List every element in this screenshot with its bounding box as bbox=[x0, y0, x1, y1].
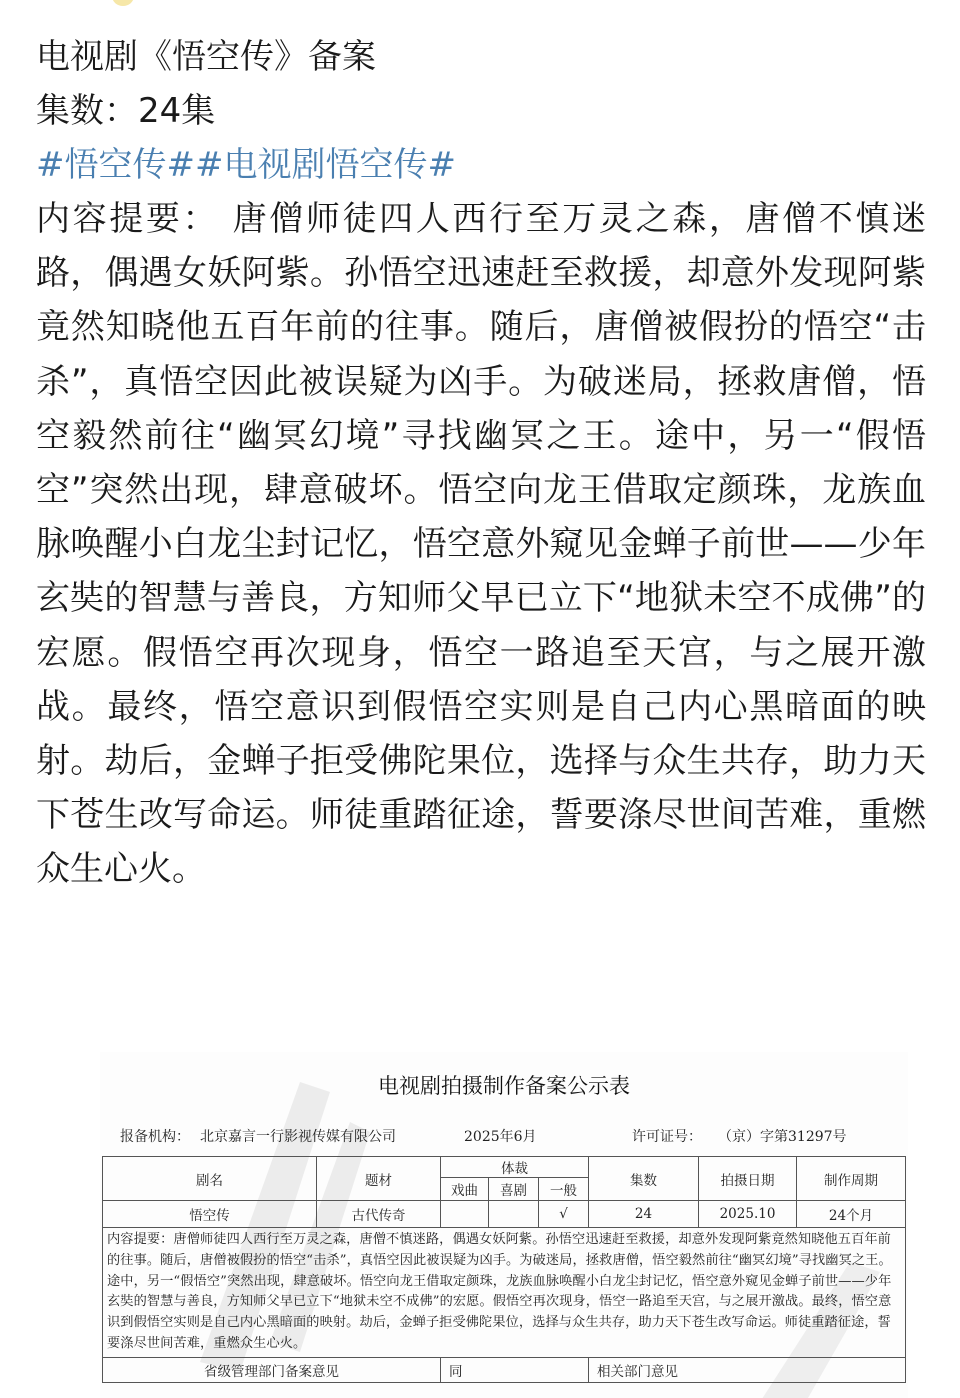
cell-genre-comedy bbox=[489, 1201, 539, 1228]
header-period: 制作周期 bbox=[797, 1157, 906, 1201]
header-genre-drama: 戏曲 bbox=[441, 1178, 489, 1201]
cell-subject: 古代传奇 bbox=[317, 1201, 441, 1228]
filer-label: 报备机构： bbox=[120, 1129, 190, 1145]
header-genre: 体裁 bbox=[441, 1157, 589, 1178]
post-content bbox=[36, 30, 926, 897]
cell-period: 24个月 bbox=[797, 1201, 906, 1228]
summary-text: 内容提要： 唐僧师徒四人西行至万灵之森，唐僧不慎迷路，偶遇女妖阿紫。孙悟空迅速赶至救援，却意外发现阿紫竟然知晓他五百年前的往事。随后，唐僧被假扮的悟空“击杀”，真悟空因此被误疑为凶手。为破迷局，拯救唐僧，悟空毅然前往“幽冥幻境”寻找幽冥之王。途中，另一“假悟空”突然出现，肆意破坏。悟空向龙王借取定颜珠，龙族血脉唤醒小白龙尘封记忆，悟空意外窥见金蝉子前世——少年玄奘的智慧与善良，方知师父早已立下“地狱未空不成佛”的宏愿。假悟空再次现身，悟空一路追至天宫，与之展开激战。最终，悟空意识到假悟空实则是自己内心黑暗面的映射。劫后，金蝉子拒受佛陀果位，选择与众生共存，助力天下苍生改写命运。师徒重踏征途，誓要涤尽世间苦难，重燃众生心火。 bbox=[36, 199, 926, 890]
footer-provincial-opinion: 省级管理部门备案意见 bbox=[103, 1357, 441, 1382]
filing-date: 2025年6月 bbox=[464, 1129, 537, 1145]
cell-shoot-date: 2025.10 bbox=[699, 1201, 797, 1228]
header-name: 剧名 bbox=[103, 1157, 317, 1201]
episode-count: 集数：24集 bbox=[36, 91, 216, 131]
header-genre-general: 一般 bbox=[539, 1178, 589, 1201]
header-subject: 题材 bbox=[317, 1157, 441, 1201]
cell-genre-general: √ bbox=[539, 1201, 589, 1228]
filer-value: 北京嘉言一行影视传媒有限公司 bbox=[200, 1129, 396, 1145]
license-value: （京）字第31297号 bbox=[718, 1129, 847, 1145]
hashtag-link[interactable]: #悟空传##电视剧悟空传# bbox=[36, 145, 456, 185]
cell-episodes: 24 bbox=[589, 1201, 699, 1228]
footer-related-opinion: 相关部门意见 bbox=[589, 1357, 906, 1382]
header-shoot-date: 拍摄日期 bbox=[699, 1157, 797, 1201]
footer-agree: 同 bbox=[441, 1357, 589, 1382]
post-title: 电视剧《悟空传》备案 bbox=[36, 37, 376, 77]
cell-name: 悟空传 bbox=[103, 1201, 317, 1228]
header-episodes: 集数 bbox=[589, 1157, 699, 1201]
cell-genre-drama bbox=[441, 1201, 489, 1228]
record-table bbox=[102, 1156, 906, 1383]
document-title: 电视剧拍摄制作备案公示表 bbox=[378, 1074, 630, 1098]
attached-image[interactable] bbox=[100, 1052, 908, 1398]
license-label: 许可证号： bbox=[632, 1129, 702, 1145]
document-summary: 内容提要：唐僧师徒四人西行至万灵之森，唐僧不慎迷路，偶遇女妖阿紫。孙悟空迅速赶至救援，却意外发现阿紫竟然知晓他五百年前的往事。随后，唐僧被假扮的悟空“击杀”，真悟空因此被误疑为凶手。为破迷局，拯救唐僧，悟空毅然前往“幽冥幻境”寻找幽冥之王。途中，另一“假悟空”突然出现，肆意破坏。悟空向龙王借取定颜珠，龙族血脉唤醒小白龙尘封记忆，悟空意外窥见金蝉子前世——少年玄奘的智慧与善良，方知师父早已立下“地狱未空不成佛”的宏愿。假悟空再次现身，悟空一路追至天宫，与之展开激战。最终，悟空意识到假悟空实则是自己内心黑暗面的映射。劫后，金蝉子拒受佛陀果位，选择与众生共存，助力天下苍生改写命运。师徒重踏征途，誓要涤尽世间苦难，重燃众生心火。 bbox=[103, 1228, 906, 1358]
header-genre-comedy: 喜剧 bbox=[489, 1178, 539, 1201]
avatar[interactable] bbox=[112, 0, 134, 6]
